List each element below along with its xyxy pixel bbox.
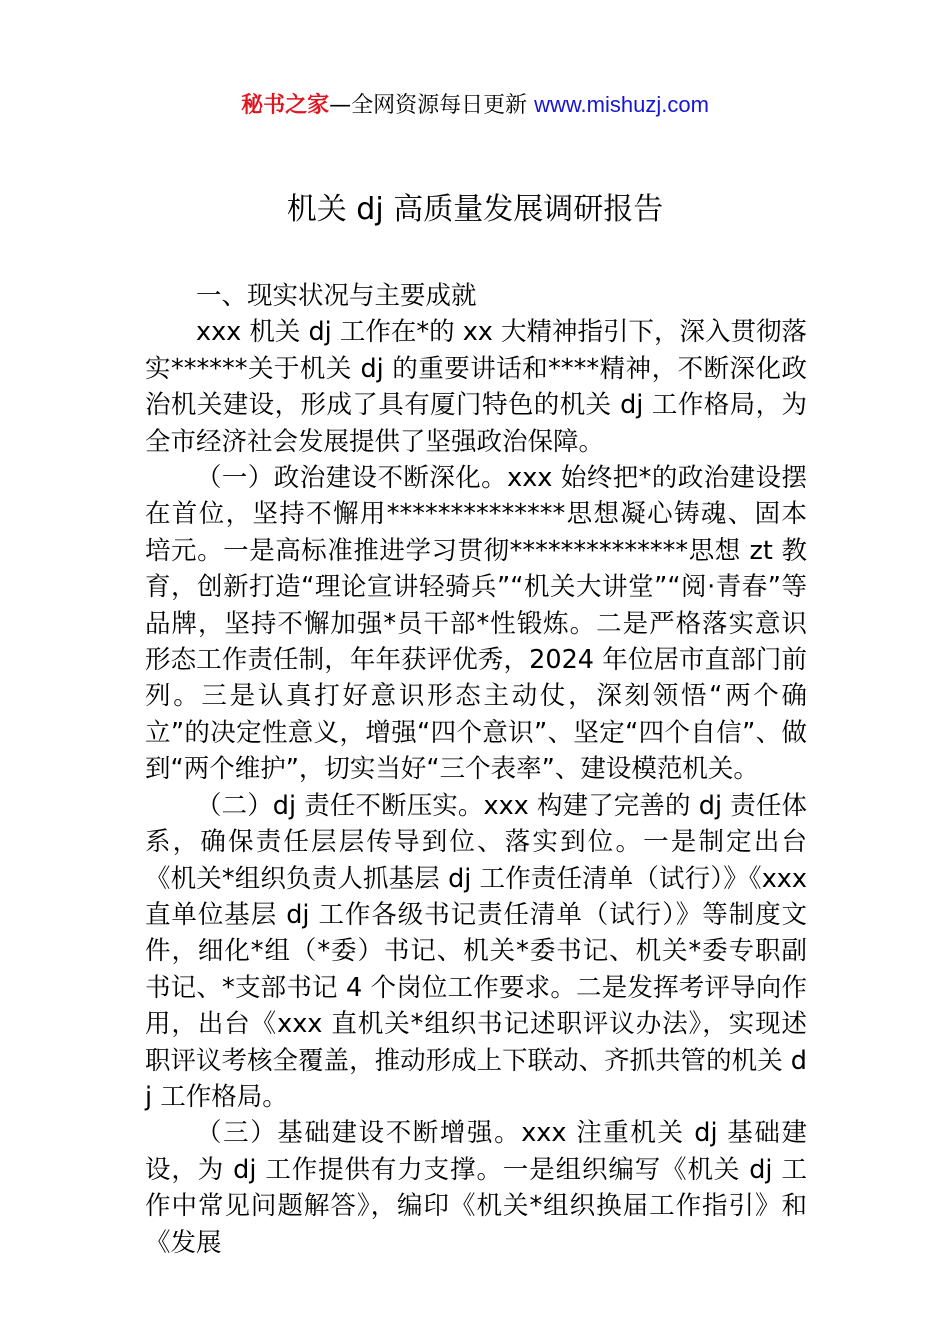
document-body <box>145 278 807 1261</box>
section-heading: 一、现实状况与主要成就 <box>196 281 477 311</box>
document-title: 机关 dj 高质量发展调研报告 <box>286 192 664 227</box>
site-tagline: —全网资源每日更新 <box>329 93 528 118</box>
site-header <box>0 88 950 123</box>
site-brand: 秘书之家 <box>241 93 330 118</box>
site-url-link[interactable]: www.mishuzj.com <box>534 92 709 117</box>
paragraph: （一）政治建设不断深化。xxx 始终把*的政治建设摆在首位，坚持不懈用**************思想凝心铸魂、固本培元。一是高标准推进学习贯彻**************思想 zt 教育，创新打造“理论宣讲轻骑兵”“机关大讲堂”“阅·青春”等品牌，坚持不懈加强*员干部*性锻炼。二是严格落实意识形态工作责任制，年年获评优秀，2024 年位居市直部门前列。三是认真打好意识形态主动仗，深刻领悟“两个确立”的决定性意义，增强“四个意识”、坚定“四个自信”、做到“两个维护”，切实当好“三个表率”、建设模范机关。 <box>145 463 807 785</box>
paragraph: （三）基础建设不断增强。xxx 注重机关 dj 基础建设，为 dj 工作提供有力支撑。一是组织编写《机关 dj 工作中常见问题解答》，编印《机关*组织换届工作指引》和《发展 <box>145 1118 807 1258</box>
paragraph: xxx 机关 dj 工作在*的 xx 大精神指引下，深入贯彻落实******关于机关 dj 的重要讲话和****精神，不断深化政治机关建设，形成了具有厦门特色的机关 dj 工作格局，为全市经济社会发展提供了坚强政治保障。 <box>145 317 808 457</box>
paragraph: （二）dj 责任不断压实。xxx 构建了完善的 dj 责任体系，确保责任层层传导到位、落实到位。一是制定出台《机关*组织负责人抓基层 dj 工作责任清单（试行）》《xxx 直单位基层 dj 工作各级书记责任清单（试行）》等制度文件，细化*组（*委）书记、机关*委书记、机关*委专职副书记、*支部书记 4 个岗位工作要求。二是发挥考评导向作用，出台《xxx 直机关*组织书记述职评议办法》，实现述职评议考核全覆盖，推动形成上下联动、齐抓共管的机关 dj 工作格局。 <box>145 790 807 1112</box>
